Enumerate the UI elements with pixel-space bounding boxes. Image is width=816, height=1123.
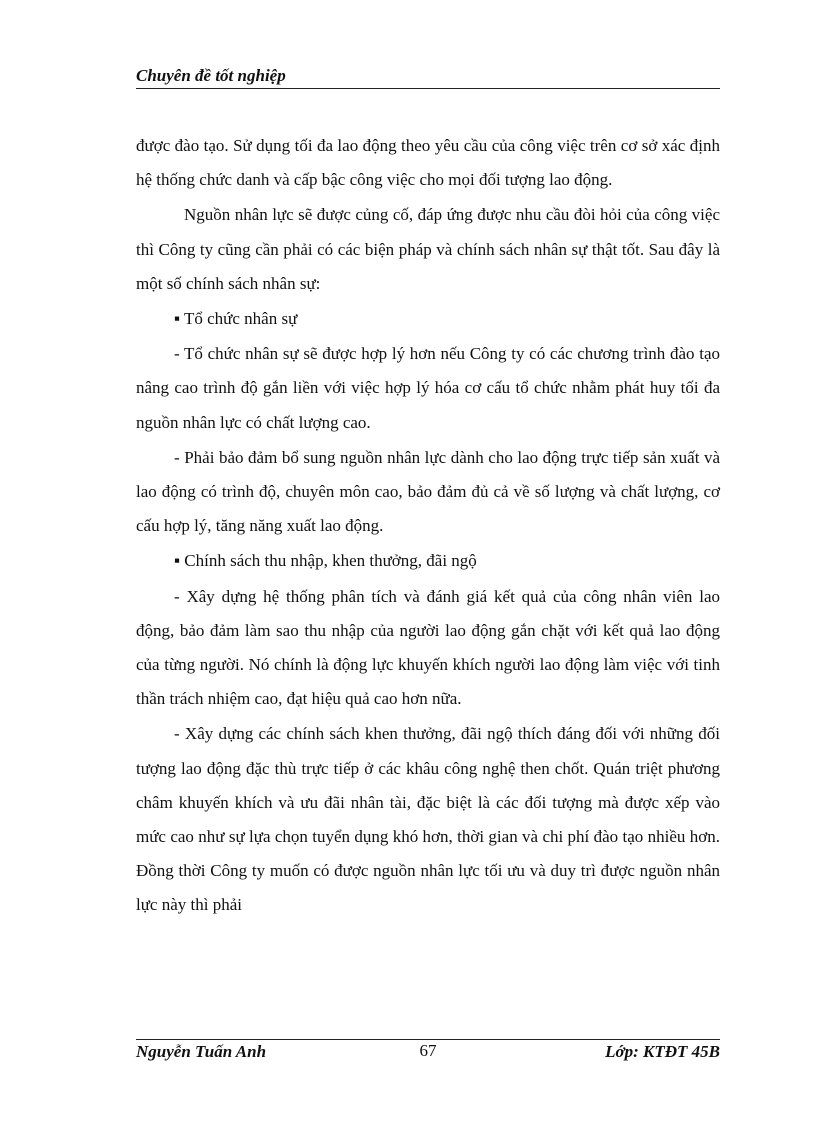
paragraph-intro: Nguồn nhân lực sẽ được củng cố, đáp ứng được nhu cầu đòi hỏi của công việc thì Công ty cũng cần phải có các biện pháp và chính sách nhân sự thật tốt. Sau đây là một số chính sách nhân sự:	[136, 205, 720, 293]
section-heading-income: ▪ Chính sách thu nhập, khen thưởng, đãi ngộ	[174, 551, 477, 571]
footer-author: Nguyễn Tuấn Anh	[136, 1042, 267, 1061]
footer-class-label: Lớp: KTĐT 45B	[605, 1042, 720, 1061]
page-header-title: Chuyên đề tốt nghiệp	[136, 66, 286, 85]
paragraph-continuation: được đào tạo. Sử dụng tối đa lao động theo yêu cầu của công việc trên cơ sở xác định hệ thống chức danh và cấp bậc công việc cho mọi đối tượng lao động.	[136, 136, 720, 190]
paragraph-organization-1: - Tổ chức nhân sự sẽ được hợp lý hơn nếu Công ty có các chương trình đào tạo nâng cao trình độ gắn liền với việc hợp lý hóa cơ cấu tổ chức nhằm phát huy tối đa nguồn nhân lực có chất lượng cao.	[136, 344, 720, 432]
section-heading-organization: ▪ Tổ chức nhân sự	[174, 309, 298, 329]
paragraph-organization-2: - Phải bảo đảm bổ sung nguồn nhân lực dành cho lao động trực tiếp sản xuất và lao động có trình độ, chuyên môn cao, bảo đảm đủ cả về số lượng và chất lượng, cơ cấu hợp lý, tăng năng xuất lao động.	[136, 447, 720, 536]
document-body	[136, 129, 720, 923]
paragraph-income-1: - Xây dựng hệ thống phân tích và đánh giá kết quả của công nhân viên lao động, bảo đảm làm sao thu nhập của người lao động gắn chặt với kết quả lao động của từng người. Nó chính là động lực khuyến khích người lao động làm việc với tinh thần trách nhiệm cao, đạt hiệu quả cao hơn nữa.	[136, 586, 720, 709]
page-number: 67	[419, 1041, 437, 1060]
paragraph-income-2: - Xây dựng các chính sách khen thưởng, đãi ngộ thích đáng đối với những đối tượng lao động đặc thù trực tiếp ở các khâu công nghệ then chốt. Quán triệt phương châm khuyến khích và ưu đãi nhân tài, đặc biệt là các đối tượng mà được xếp vào mức cao như sự lựa chọn tuyển dụng khó hơn, thời gian và chi phí đào tạo nhiều hơn. Đồng thời Công ty muốn có được nguồn nhân lực tối ưu và duy trì được nguồn nhân lực này thì phải	[136, 724, 720, 915]
footer-divider	[136, 1039, 720, 1040]
header-divider	[136, 88, 720, 89]
